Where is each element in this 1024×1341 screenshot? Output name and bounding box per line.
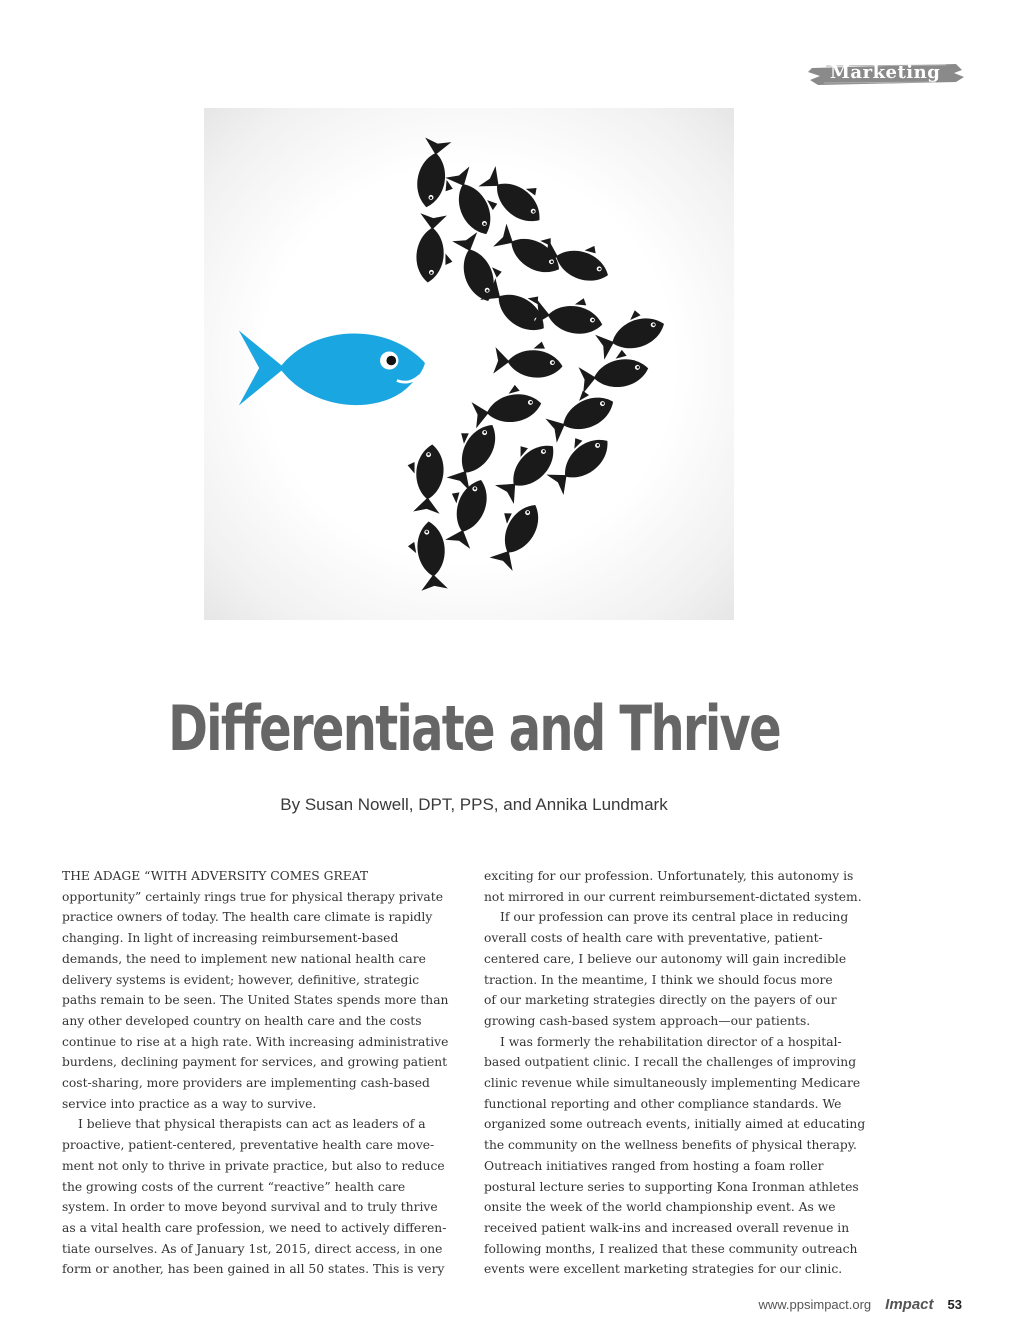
text-line: events were excellent marketing strategies for our clinic. (484, 1262, 843, 1277)
text-line: onsite the week of the world championship event. As we (484, 1200, 836, 1215)
black-fish (414, 213, 456, 284)
text-line: following months, I realized that these community outreach (484, 1241, 858, 1256)
text-line: the growing costs of the current “reactive” health care (62, 1179, 406, 1194)
black-fish (488, 430, 562, 504)
text-line: the community on the wellness benefits of physical therapy. (484, 1138, 857, 1153)
text-line: functional reporting and other compliance standards. We (484, 1096, 842, 1111)
text-line: system. In order to move beyond survival and to truly thrive (62, 1200, 438, 1215)
text-line: postural lecture series to supporting Kona Ironman athletes (484, 1179, 859, 1194)
text-line: proactive, patient-centered, preventative health care move- (62, 1138, 435, 1153)
text-line: as a vital health care profession, we need to actively differen- (62, 1220, 447, 1235)
text-line: I believe that physical therapists can act as leaders of a (78, 1117, 426, 1132)
text-line: form or another, has been gained in all 50 states. This is very (62, 1262, 445, 1277)
text-line: demands, the need to implement new national health care (62, 951, 426, 966)
page-number: 53 (947, 1297, 962, 1312)
text-line: overall costs of health care with preventative, patient- (484, 931, 823, 946)
black-fish (592, 302, 669, 360)
page-footer (758, 1296, 962, 1313)
text-line: opportunity” certainly rings true for physical therapy private (62, 889, 443, 904)
text-line: any other developed country on health care and the costs (62, 1013, 422, 1028)
fish-school-icon (204, 108, 734, 620)
text-line: continue to rise at a high rate. With increasing administrative (62, 1034, 449, 1049)
black-fish (541, 381, 618, 443)
text-line: ment not only to thrive in private practice, but also to reduce (62, 1158, 445, 1173)
magazine-name: Impact (885, 1296, 934, 1313)
text-line: delivery systems is evident; however, definitive, strategic (62, 972, 420, 987)
article-title: Differentiate and Thrive (168, 692, 780, 765)
black-fish (493, 215, 570, 281)
text-line: Outreach initiatives ranged from hosting a foam roller (484, 1158, 824, 1173)
blue-fish (239, 331, 425, 406)
text-line: If our profession can prove its central place in reducing (500, 910, 849, 925)
text-line: centered care, I believe our autonomy will gain incredible (484, 951, 847, 966)
text-line: changing. In light of increasing reimbursement-based (62, 931, 399, 946)
article-column-left (62, 866, 470, 1280)
black-fish (532, 290, 606, 338)
section-tag (806, 60, 966, 88)
black-fish (493, 338, 564, 380)
text-line: paths remain to be seen. The United States spends more than (62, 993, 449, 1008)
text-line: THE ADAGE “WITH ADVERSITY COMES GREAT (62, 869, 369, 883)
section-label: Marketing (830, 62, 941, 83)
text-line: not mirrored in our current reimbursement-dictated system. (484, 889, 862, 904)
text-line: of our marketing strategies directly on the payers of our (484, 993, 837, 1008)
black-fish (481, 494, 547, 571)
text-line: cost-sharing, more providers are implementing cash-based (62, 1076, 430, 1091)
text-line: practice owners of today. The health care climate is rapidly (62, 910, 433, 925)
text-line: clinic revenue while simultaneously implementing Medicare (484, 1076, 861, 1091)
black-fish (445, 162, 507, 239)
black-fish (470, 381, 544, 429)
text-line: exciting for our profession. Unfortunately, this autonomy is (484, 869, 854, 883)
text-line: organized some outreach events, initially aimed at educating (484, 1117, 866, 1132)
black-fish (406, 520, 448, 591)
article-column-right (484, 866, 892, 1280)
footer-url[interactable]: www.ppsimpact.org (758, 1297, 872, 1312)
text-line: service into practice as a way to survive. (62, 1096, 317, 1111)
article-byline: By Susan Nowell, DPT, PPS, and Annika Lundmark (280, 795, 668, 814)
text-line: I was formerly the rehabilitation director of a hospital- (500, 1034, 842, 1049)
text-line: traction. In the meantime, I think we should focus more (484, 972, 833, 987)
black-fish (438, 414, 504, 491)
text-line: growing cash-based system approach—our patients. (484, 1013, 811, 1028)
black-fish (577, 346, 651, 394)
text-line: received patient walk-ins and increased overall revenue in (484, 1220, 850, 1235)
black-fish (413, 137, 461, 211)
text-line: burdens, declining payment for services, and growing patient (62, 1055, 448, 1070)
text-line: tiate ourselves. As of January 1st, 2015, direct access, in one (62, 1241, 443, 1256)
fish-illustration (204, 108, 734, 620)
black-fish (404, 443, 446, 514)
text-line: based outpatient clinic. I recall the challenges of improving (484, 1055, 857, 1070)
